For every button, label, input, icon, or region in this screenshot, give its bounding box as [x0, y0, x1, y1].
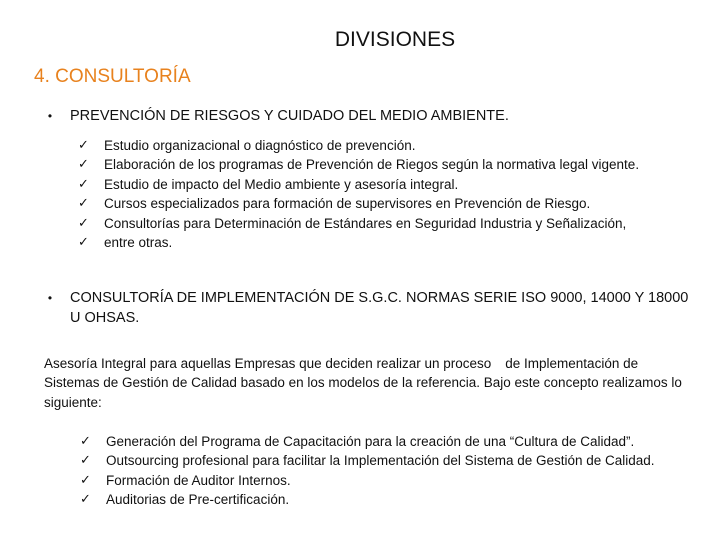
- list-item-text: Elaboración de los programas de Prevención de Riegos según la normativa legal vigente.: [104, 157, 640, 173]
- list-item-text: Auditorias de Pre-certificación.: [106, 492, 290, 508]
- page-title: DIVISIONES: [334, 28, 456, 51]
- checkmark-icon: ✓: [78, 215, 89, 231]
- intro-paragraph: [44, 354, 684, 412]
- implementacion-checklist: [80, 432, 690, 510]
- list-item: [80, 451, 690, 470]
- list-item-text: Estudio organizacional o diagnóstico de prevención.: [104, 138, 416, 153]
- list-item: [78, 175, 678, 194]
- list-item-text: Generación del Programa de Capacitación para la creación de una “Cultura de Calidad”.: [106, 434, 635, 449]
- list-item: [80, 432, 690, 451]
- list-item: [78, 155, 678, 174]
- list-item: [80, 490, 690, 509]
- paragraph-part-2: de Implementación de Sistemas de Gestión de Calidad basado en los modelos de la referencia. Bajo este concepto realizamos lo siguiente:: [44, 356, 682, 410]
- list-item-text: entre otras.: [104, 235, 173, 251]
- paragraph-part-1: Asesoría Integral para aquellas Empresas que deciden realizar un proceso: [44, 356, 492, 371]
- prevencion-checklist: [78, 136, 678, 252]
- bullet-implementacion-text: CONSULTORÍA DE IMPLEMENTACIÓN DE S.G.C. NORMAS SERIE ISO 9000, 14000 Y 18000 U OHSAS.: [70, 290, 689, 326]
- list-item-text: Outsourcing profesional para facilitar la Implementación del Sistema de Gestión de Calidad.: [106, 453, 655, 469]
- checkmark-icon: ✓: [78, 176, 89, 192]
- bullet-prevencion: [30, 106, 690, 126]
- checkmark-icon: ✓: [78, 235, 89, 251]
- bullet-implementacion: [30, 288, 690, 328]
- checkmark-icon: ✓: [78, 196, 89, 212]
- list-item-text: Consultorías para Determinación de Estándares en Seguridad Industria y Señalización,: [104, 215, 627, 231]
- checkmark-icon: ✓: [80, 472, 91, 488]
- list-item-text: Formación de Auditor Internos.: [106, 472, 291, 488]
- list-item: [78, 136, 678, 155]
- list-item-text: Cursos especializados para formación de supervisores en Prevención de Riesgo.: [104, 196, 591, 212]
- checkmark-icon: ✓: [78, 157, 89, 173]
- bullet-prevencion-text: PREVENCIÓN DE RIESGOS Y CUIDADO DEL MEDIO AMBIENTE.: [70, 108, 509, 124]
- bullet-marker: •: [47, 291, 53, 305]
- section-heading: 4. CONSULTORÍA: [34, 66, 191, 87]
- bullet-marker: •: [47, 109, 53, 123]
- checkmark-icon: ✓: [80, 492, 91, 508]
- list-item: [78, 214, 678, 233]
- list-item: [78, 233, 678, 252]
- checkmark-icon: ✓: [78, 138, 89, 153]
- list-item: [80, 471, 690, 490]
- list-item-text: Estudio de impacto del Medio ambiente y asesoría integral.: [104, 176, 459, 192]
- list-item: [78, 194, 678, 213]
- checkmark-icon: ✓: [80, 453, 91, 469]
- checkmark-icon: ✓: [80, 434, 91, 449]
